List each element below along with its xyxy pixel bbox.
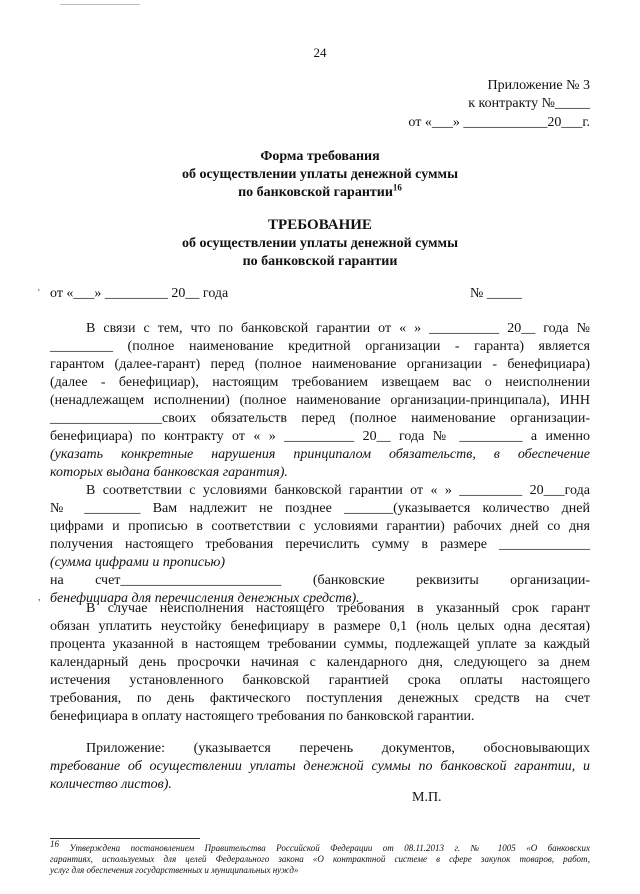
form-title-line-1: Форма требования <box>260 149 380 164</box>
paragraph-1 <box>50 320 590 482</box>
p3-line: требования, по день фактического поступления денежных средств на счет <box>50 691 590 706</box>
footnote-line: $^{16}$ Утверждена постановлением Правительства Российской Федерации от 08.11.2013 г. № 1005 «О банковских <box>50 839 590 853</box>
footnote-line: гарантиях, используемых для целей Федерального закона «О контрактной системе в сфере закупок товаров, работ, <box>50 854 590 864</box>
footnote-separator <box>50 838 200 839</box>
form-title-line-2: об осуществлении уплаты денежной суммы <box>181 167 459 182</box>
p2-line: получения настоящего требования перечислить сумму в размере _____________ <box>50 537 590 552</box>
scan-mark: ' <box>38 288 40 299</box>
p3-line: В случае неисполнения настоящего требования в указанный срок гарант <box>86 601 590 616</box>
p2-line: В соответствии с условиями банковской гарантии от « » _________ 20___года <box>86 483 590 498</box>
date-line-right: № _____ <box>470 286 522 301</box>
p2-line: № ________ Вам надлежит не позднее _______(указывается количество дней <box>50 501 590 516</box>
footnote-number: 16 <box>50 839 59 849</box>
appendix-line-1: Приложение № 3 <box>487 78 590 93</box>
p1-line: (указать конкретные нарушения принципалом обязательств, в обеспечение <box>50 447 590 462</box>
p1-line: ________________своих обязательств перед (полное наименование организации- <box>50 411 590 426</box>
p2-line: цифрами и прописью в соответствии с условиями гарантии) рабочих дней со дня <box>50 519 590 534</box>
p3-line: календарный день просрочки начиная с календарного дня, следующего за днем <box>50 655 590 670</box>
p2-line: на счет_______________________ (банковские реквизиты организации- <box>50 573 590 588</box>
attachment-line: количество листов). <box>50 777 172 792</box>
attachment-line: требование об осуществлении уплаты денежной суммы по банковской гарантии, и <box>50 759 590 774</box>
p2-line: (сумма цифрами и прописью) <box>50 555 226 570</box>
form-title-line-3: по банковской гарантии$^{16}$ <box>238 182 402 200</box>
appendix-line-2: к контракту №_____ <box>468 96 590 111</box>
footnote-ref: 16 <box>392 182 402 193</box>
paragraph-2 <box>50 482 590 608</box>
p1-line: В связи с тем, что по банковской гарантии от « » __________ 20__ года № <box>86 321 590 336</box>
page-number: 24 <box>313 45 327 60</box>
p3-line: процента указанной в настоящем требовании суммы, подлежащей уплате за каждый <box>50 637 590 652</box>
footnote-line: услуг для обеспечения государственных и муниципальных нужд» <box>50 865 299 875</box>
p1-line: которых выдана банковская гарантия). <box>50 465 288 480</box>
date-line-left: от «___» _________ 20__ года <box>50 286 229 301</box>
p3-line: бенефициара в оплату настоящего требования по банковской гарантии. <box>50 709 475 724</box>
footnote <box>50 839 590 876</box>
p1-line: (ненадлежащем исполнении) (полное наименование организации-принципала), ИНН <box>50 393 590 408</box>
p3-line: истечения установленного банковской гарантией срока оплаты настоящего <box>50 673 590 688</box>
stamp-mark: М.П. <box>412 790 442 805</box>
demand-title-line-3: по банковской гарантии <box>242 254 398 269</box>
paragraph-3 <box>50 600 590 726</box>
demand-title-line-2: об осуществлении уплаты денежной суммы <box>181 236 459 251</box>
attachment-paragraph <box>50 740 590 794</box>
p2-line: бенефициара для перечисления денежных средств). <box>50 591 360 606</box>
scan-edge-line <box>60 4 140 5</box>
p1-line: гарантом (далее-гарант) перед (полное наименование организации - бенефициара) <box>50 357 590 372</box>
p1-line: _________ (полное наименование кредитной организации - гаранта) является <box>50 339 590 354</box>
demand-title-line-1: ТРЕБОВАНИЕ <box>268 217 372 233</box>
p1-line: бенефициара) по контракту от « » __________ 20__ года № _________ а именно <box>50 429 590 444</box>
attachment-line: Приложение: (указывается перечень документов, обосновывающих <box>86 741 590 756</box>
appendix-line-3: от «___» ____________20___г. <box>408 115 590 130</box>
p3-line: обязан уплатить неустойку бенефициару в размере 0,1 (ноль целых одна десятая) <box>50 619 590 634</box>
p1-line: (далее - бенефициар), настоящим требованием извещаем вас о неисполнении <box>50 375 590 390</box>
scan-mark: , <box>38 592 41 603</box>
